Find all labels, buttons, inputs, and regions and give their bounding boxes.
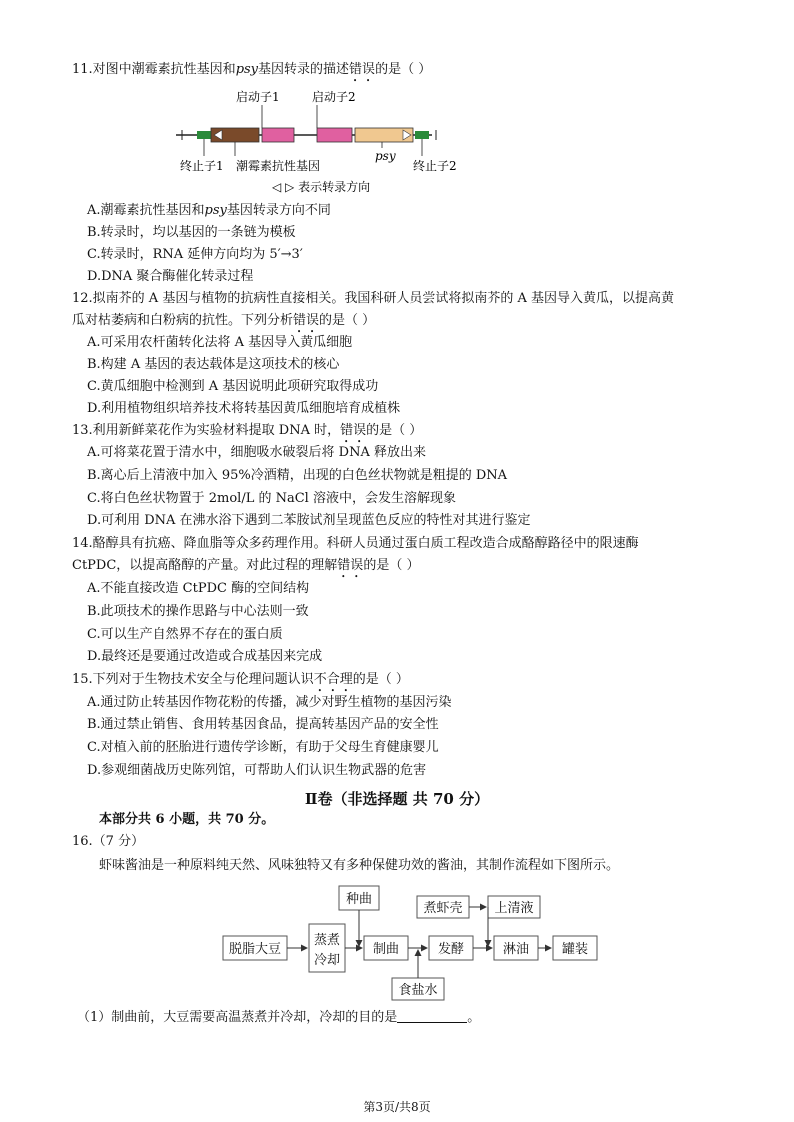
flow-brine-label: 食盐水: [398, 983, 438, 998]
q11-option-a: A.潮霉素抗性基因和psy基因转录方向不同: [87, 203, 331, 218]
terminator1-block: [197, 131, 211, 139]
q13-option-d: D.可利用 DNA 在沸水浴下遇到二苯胺试剂呈现蓝色反应的特性对其进行鉴定: [87, 513, 531, 528]
flow-steam-label-1: 蒸煮: [313, 933, 341, 948]
q12-option-c: C.黄瓜细胞中检测到 A 基因说明此项研究取得成功: [87, 379, 379, 394]
q14-option-c: C.可以生产自然界不存在的蛋白质: [87, 627, 283, 642]
q16-flow-diagram: [218, 882, 608, 1004]
q14-option-a: A.不能直接改造 CtPDC 酶的空间结构: [87, 581, 310, 596]
flow-oil-label: 淋油: [502, 942, 530, 957]
flow-steam-label-2: 冷却: [313, 953, 341, 968]
q15-option-b: B.通过禁止销售、食用转基因食品，提高转基因产品的安全性: [87, 717, 439, 732]
flow-soy-label: 脱脂大豆: [228, 942, 282, 957]
flow-ferment-label: 发酵: [437, 942, 465, 957]
q15-stem: 15.下列对于生物技术安全与伦理问题认识不合理的是（ ）: [72, 672, 409, 687]
flow-supernatant-label: 上清液: [494, 901, 534, 916]
q11-option-d: D.DNA 聚合酶催化转录过程: [87, 269, 254, 284]
q14-stem-line1: 14.酪醇具有抗癌、降血脂等众多药理作用。科研人员通过蛋白质工程改造合成酪醇路径中的限速酶: [72, 536, 639, 551]
q13-option-c: C.将白色丝状物置于 2mol/L 的 NaCl 溶液中，会发生溶解现象: [87, 491, 456, 506]
q15-option-c: C.对植入前的胚胎进行遗传学诊断，有助于父母生育健康婴儿: [87, 740, 439, 755]
flow-koji-label: 制曲: [372, 942, 400, 957]
q11-stem: 11.对图中潮霉素抗性基因和psy基因转录的描述错误的是（ ）: [72, 62, 432, 77]
q16-number: 16.（7 分）: [72, 834, 145, 849]
promoter1-label: 启动子1: [236, 90, 280, 104]
terminator1-label: 终止子1: [180, 159, 224, 173]
psy-label: psy: [375, 149, 396, 163]
terminator2-block: [415, 131, 429, 139]
q11-gene-figure: [170, 88, 460, 200]
q14-option-b: B.此项技术的操作思路与中心法则一致: [87, 604, 309, 619]
q13-option-b: B.离心后上清液中加入 95%冷酒精，出现的白色丝状物就是粗提的 DNA: [87, 468, 508, 483]
q12-stem-line1: 12.拟南芥的 A 基因与植物的抗病性直接相关。我国科研人员尝试将拟南芥的 A 基因导入黄瓜，以提高黄: [72, 291, 674, 306]
page-footer: 第3页/共8页: [363, 1100, 431, 1114]
q16-sub1: （1）制曲前，大豆需要高温蒸煮并冷却，冷却的目的是 。: [77, 1010, 481, 1025]
flow-starter-label: 种曲: [345, 892, 373, 907]
promoter1-block: [262, 128, 294, 142]
flow-shrimp-label: 煮虾壳: [423, 901, 463, 916]
transcription-direction-legend: ◁ ▷ 表示转录方向: [272, 180, 371, 194]
q16-intro: 虾味酱油是一种原料纯天然、风味独特又有多种保健功效的酱油，其制作流程如下图所示。: [99, 858, 620, 873]
terminator2-label: 终止子2: [413, 159, 457, 173]
q14-option-d: D.最终还是要通过改造或合成基因来完成: [87, 649, 323, 664]
q14-stem-line2: CtPDC，以提高酪醇的产量。对此过程的理解错误的是（ ）: [72, 558, 420, 573]
q15-option-a: A.通过防止转基因作物花粉的传播，减少对野生植物的基因污染: [87, 695, 452, 710]
promoter2-label: 启动子2: [312, 90, 356, 104]
q12-option-a: A.可采用农杆菌转化法将 A 基因导入黄瓜细胞: [87, 335, 353, 350]
q11-option-c: C.转录时，RNA 延伸方向均为 5′→3′: [87, 247, 303, 262]
q12-option-d: D.利用植物组织培养技术将转基因黄瓜细胞培育成植株: [87, 401, 401, 416]
flow-can-label: 罐装: [561, 942, 589, 957]
q12-option-b: B.构建 A 基因的表达载体是这项技术的核心: [87, 357, 340, 372]
answer-blank[interactable]: [397, 1008, 467, 1023]
q15-option-d: D.参观细菌战历史陈列馆，可帮助人们认识生物武器的危害: [87, 763, 427, 778]
section-note: 本部分共 6 小题，共 70 分。: [99, 812, 275, 827]
promoter2-block: [317, 128, 352, 142]
q13-stem: 13.利用新鲜菜花作为实验材料提取 DNA 时，错误的是（ ）: [72, 423, 423, 438]
section-title: Ⅱ卷（非选择题 共 70 分）: [304, 790, 490, 808]
q11-option-b: B.转录时，均以基因的一条链为模板: [87, 225, 296, 240]
hyg-gene-label: 潮霉素抗性基因: [236, 159, 321, 173]
q12-stem-line2: 瓜对枯萎病和白粉病的抗性。下列分析错误的是（ ）: [72, 313, 376, 328]
q13-option-a: A.可将菜花置于清水中，细胞吸水破裂后将 DNA 释放出来: [87, 445, 426, 460]
